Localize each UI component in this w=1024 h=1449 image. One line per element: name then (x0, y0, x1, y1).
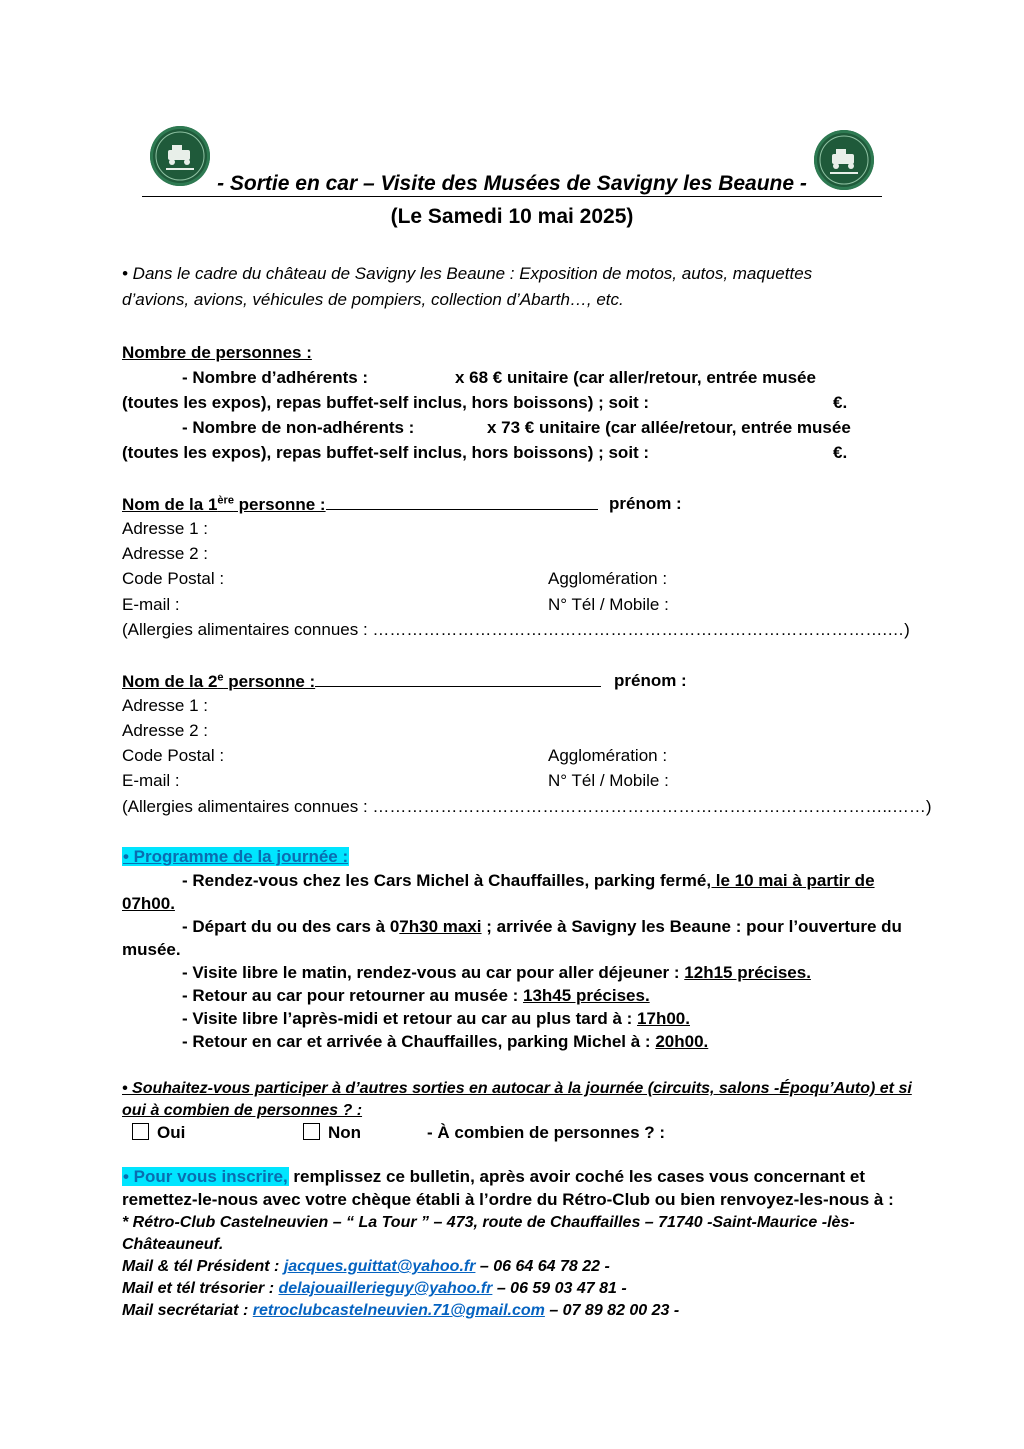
checkbox-yes[interactable]: Oui (132, 1122, 185, 1144)
person1-allergies-label: (Allergies alimentaires connues : ……………………………………………………………………………….…) (122, 620, 910, 639)
nonmembers-price: x 73 € unitaire (car allée/retour, entrée musée (487, 418, 851, 437)
nonmembers-detail: (toutes les expos), repas buffet-self inclus, hors boissons) ; soit : (122, 443, 650, 462)
person1-city-label: Agglomération : (548, 569, 668, 588)
person2-firstname-label: prénom : (614, 671, 687, 690)
person2-name-field[interactable] (122, 670, 601, 693)
signup-line-2: remettez-le-nous avec votre chèque établi à l’ordre du Rétro-Club ou bien renvoyez-les-nous à : (122, 1190, 894, 1209)
checkbox-no-box[interactable] (303, 1123, 320, 1140)
title-underline (142, 196, 882, 197)
program-line-6: - Retour en car et arrivée à Chauffailles, parking Michel à : 20h00. (182, 1032, 709, 1051)
program-line-4: - Retour au car pour retourner au musée : 13h45 précises. (182, 986, 650, 1005)
person1-email-label: E-mail : (122, 595, 180, 614)
how-many-label: - À combien de personnes ? : (427, 1123, 666, 1142)
person2-postal-label: Code Postal : (122, 746, 225, 765)
secretary-contact: Mail secrétariat : retroclubcastelneuvien.71@gmail.com – 07 89 82 00 23 - (122, 1302, 680, 1319)
person2-address2-label: Adresse 2 : (122, 721, 208, 740)
person2-phone-label: N° Tél / Mobile : (548, 771, 669, 790)
treasurer-email-link[interactable]: delajouaillerieguy@yahoo.fr (278, 1280, 493, 1297)
program-line-1-cont: 07h00. (122, 894, 175, 913)
person1-name-suffix: personne : (233, 495, 326, 514)
program-line-2-cont: musée. (122, 940, 181, 959)
secretary-email-link[interactable]: retroclubcastelneuvien.71@gmail.com (252, 1302, 545, 1319)
program-line-2: - Départ du ou des cars à 07h30 maxi ; arrivée à Savigny les Beaune : pour l’ouverture du (182, 917, 902, 936)
other-trips-question-1: • Souhaitez-vous participer à d’autres sorties en autocar à la journée (circuits, salons -Époqu’Auto) et si (122, 1080, 912, 1097)
members-euro: €. (833, 393, 848, 412)
person2-name-suffix: personne : (223, 672, 316, 691)
person1-address2-label: Adresse 2 : (122, 544, 208, 563)
treasurer-contact: Mail et tél trésorier : delajouaillerieguy@yahoo.fr – 06 59 03 47 81 - (122, 1280, 627, 1297)
person1-name-field[interactable] (122, 493, 598, 516)
person2-name-line (315, 670, 601, 687)
person1-address1-label: Adresse 1 : (122, 519, 208, 538)
nonmembers-euro: €. (833, 443, 848, 462)
members-detail: (toutes les expos), repas buffet-self inclus, hors boissons) ; soit : (122, 393, 650, 412)
president-email-link[interactable]: jacques.guittat@yahoo.fr (283, 1258, 476, 1275)
person2-address1-label: Adresse 1 : (122, 696, 208, 715)
nonmembers-label: - Nombre de non-adhérents : (182, 418, 415, 437)
checkbox-no[interactable]: Non (303, 1122, 361, 1144)
person1-postal-label: Code Postal : (122, 569, 225, 588)
signup-line-1: • Pour vous inscrire, remplissez ce bulletin, après avoir coché les cases vous concernant et (123, 1167, 866, 1186)
other-trips-question-2: oui à combien de personnes ? : (122, 1102, 363, 1119)
person2-name-sup: e (217, 671, 224, 684)
club-address-line-2: Châteauneuf. (122, 1236, 224, 1253)
person1-firstname-label: prénom : (609, 494, 682, 513)
persons-heading: Nombre de personnes : (122, 343, 312, 362)
members-label: - Nombre d’adhérents : (182, 368, 369, 387)
page-title: - Sortie en car – Visite des Musées de Savigny les Beaune - (217, 172, 807, 195)
page-subtitle: (Le Samedi 10 mai 2025) (390, 205, 634, 228)
program-heading: • Programme de la journée : (123, 847, 349, 866)
person1-name-line (326, 493, 598, 510)
club-address-line-1: * Rétro-Club Castelneuvien – “ La Tour ” – 473, route de Chauffailles – 71740 -Saint-Maurice -lès- (122, 1214, 855, 1231)
person1-name-prefix: Nom de la 1 (122, 495, 218, 514)
person2-name-prefix: Nom de la 2 (122, 672, 218, 691)
person2-email-label: E-mail : (122, 771, 180, 790)
person2-allergies-label: (Allergies alimentaires connues : ………………………………………………………………………………..……) (122, 797, 932, 816)
intro-line-2: d’avions, avions, véhicules de pompiers, collection d’Abarth…, etc. (122, 290, 624, 309)
checkbox-yes-box[interactable] (132, 1123, 149, 1140)
person2-city-label: Agglomération : (548, 746, 668, 765)
person1-phone-label: N° Tél / Mobile : (548, 595, 669, 614)
program-line-3: - Visite libre le matin, rendez-vous au car pour aller déjeuner : 12h15 précises. (182, 963, 811, 982)
members-price: x 68 € unitaire (car aller/retour, entrée musée (455, 368, 816, 387)
president-contact: Mail & tél Président : jacques.guittat@yahoo.fr – 06 64 64 78 22 - (122, 1258, 610, 1275)
program-line-5: - Visite libre l’après-midi et retour au car au plus tard à : 17h00. (182, 1009, 690, 1028)
program-line-1: - Rendez-vous chez les Cars Michel à Chauffailles, parking fermé, le 10 mai à partir de (182, 871, 875, 890)
intro-line-1: • Dans le cadre du château de Savigny les Beaune : Exposition de motos, autos, maquettes (122, 264, 813, 283)
person1-name-sup: ère (217, 494, 234, 507)
